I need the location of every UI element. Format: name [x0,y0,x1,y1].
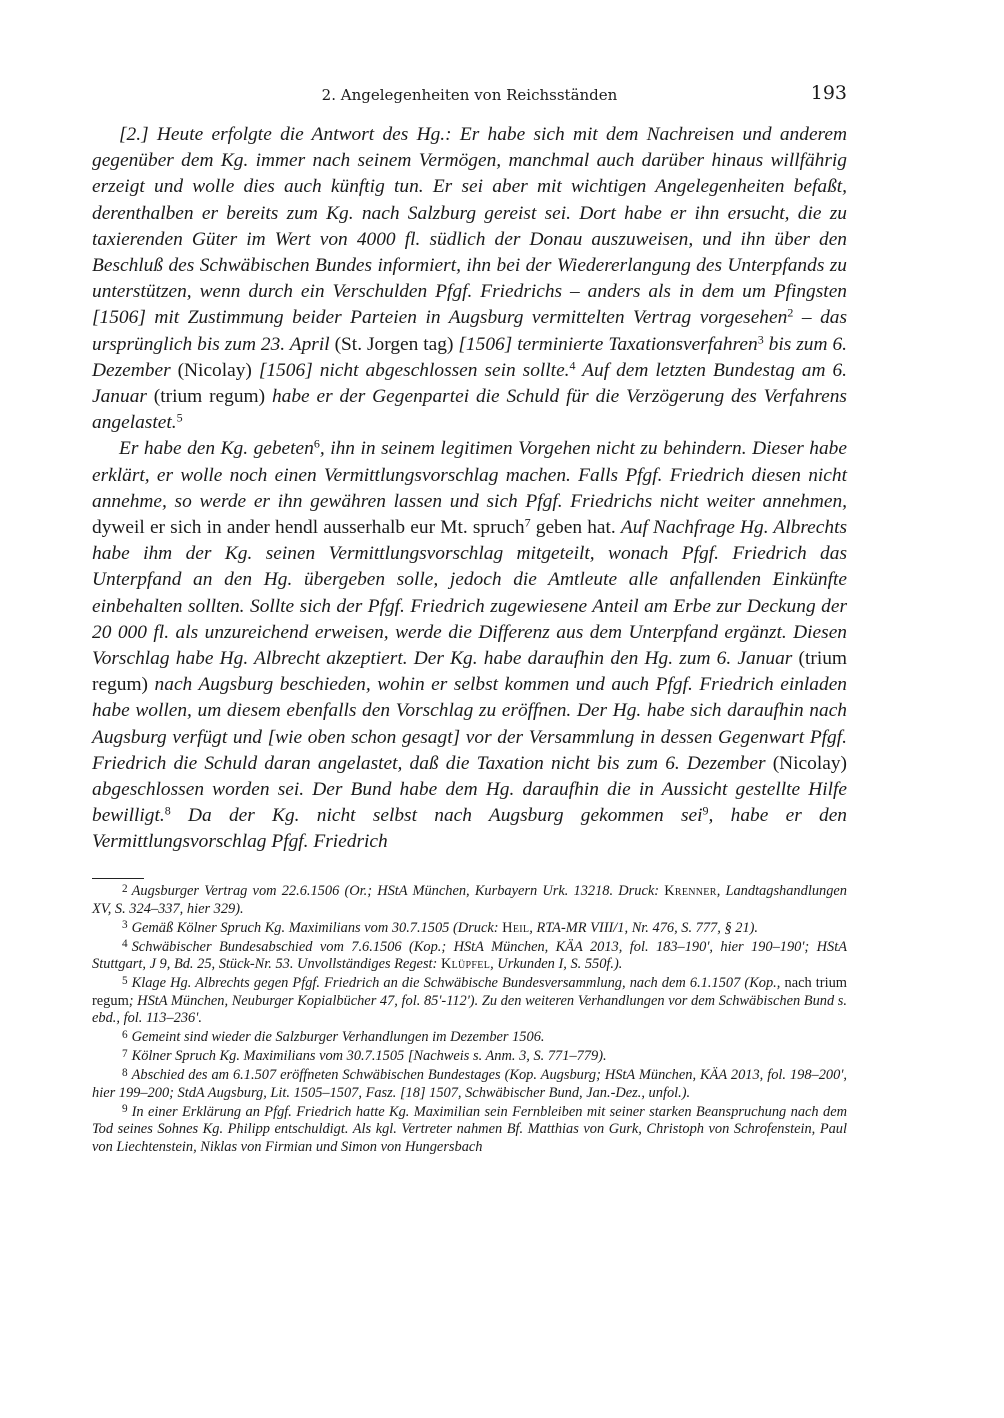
text-run: [1506] nicht abgeschlossen sein sollte. [251,359,570,381]
text-run: Schwäbischer Bundesabschied vom 7.6.1506 (Kop.; HStA München, KÄA 2013, fol. 183–190', hier 190–190'; HStA Stuttgart, J 9, Bd. 25, Stück-Nr. 53. Unvollständiges Regest: [92,938,847,972]
footnote-number: 5 [122,974,128,987]
text-run: ; HStA München, Neuburger Kopialbücher 47, fol. 85'-112'). Zu den weiteren Verhandlungen vor dem Schwäbischen Bund s. ebd., fol. 113–236'. [92,992,847,1026]
footnote-ref: 2 [787,305,794,320]
text-run: geben hat. [530,517,621,539]
text-run: Klüpfel [440,956,491,972]
text-run: nach Augsburg beschieden, wohin er selbst kommen und auch Pfgf. Friedrich einladen habe wollen, um diesem ebenfalls den Vorschlag zu eröffnen. Der Hg. habe sich daraufhin nach Augsburg verfügt und [wie oben schon gesagt] vor der Versammlung in dessen Gegenwart Pfgf. Friedrich die Schuld daran angelastet, daß die Taxation nicht bis zum 6. Dezember [92,674,847,774]
text-run: Da der Kg. nicht selbst nach Augsburg gekommen sei [170,805,703,827]
text-run: [1506] terminierte Taxationsverfahren [453,333,758,355]
text-run: Auf dem letzten Bundestag am 6. Januar [92,359,847,408]
footnote-6 [92,1029,847,1047]
footnote-ref: 8 [164,803,171,818]
text-run: , Landtagshandlungen XV, S. 324–337, hier 329). [92,883,847,917]
text-run: , RTA-MR VIII/1, Nr. 476, S. 777, § 21). [529,919,759,936]
text-run: (trium regum) [153,386,266,408]
footnote-3 [92,920,847,938]
text-run: [2.] Heute erfolgte die Antwort des Hg.: Er habe sich mit dem Nachreisen und anderem gegenüber dem Kg. immer nach seinem Vermögen, manchmal auch darüber hinaus willfährig erzeigt und wolle dies auch künftig tun. Er sei aber mit wichtigen Angelegenheiten befaßt, derenthalben er bereits zum Kg. nach Salzburg gereist sei. Dort habe er ihn ersucht, die zu taxierenden Güter im Wert von 4000 fl. südlich der Donau auszuweisen, und ihn über den Beschluß des Schwäbischen Bundes informiert, ihn bei der Wiedererlangung des Unterpfands zu unterstützen, wenn durch ein Verschulden Pfgf. Friedrichs – anders als in dem um Pfingsten [1506] mit Zustimmung beider Parteien in Augsburg vermittelten Vertrag vorgesehen [92,124,847,329]
footnote-number: 4 [122,938,128,951]
text-run: Klage Hg. Albrechts gegen Pfgf. Friedrich an die Schwäbische Bundesversammlung, nach dem 6.1.1507 (Kop., [131,975,785,991]
text-run: abgeschlossen worden sei. Der Bund habe dem Hg. daraufhin die in Aussicht gestellte Hilfe bewilligt. [92,779,847,827]
text-run: bis zum 6. Dezember [92,333,847,381]
footnote-ref: 7 [524,515,531,530]
footnote-ref: 9 [702,803,709,818]
footnotes [92,883,847,1158]
text-run: , habe er den Vermittlungsvorschlag Pfgf. Friedrich [92,805,847,853]
text-run: Heil [502,919,530,936]
chapter-title: 2. Angelegenheiten von Reichsständen [321,86,618,104]
footnote-separator [92,878,144,879]
paragraph-1 [92,122,847,436]
text-run: (Nicolay) [177,359,252,381]
text-run: Gemäß Kölner Spruch Kg. Maximilians vom 30.7.1505 (Druck: [131,919,503,936]
footnote-ref: 5 [176,410,183,425]
footnote-ref: 3 [757,332,764,347]
footnote-2 [92,883,847,918]
text-run: Gemeint sind wieder die Salzburger Verhandlungen im Dezember 1506. [131,1029,545,1045]
main-text [92,122,847,856]
footnote-9 [92,1104,847,1157]
footnote-number: 6 [122,1028,128,1041]
footnote-4 [92,939,847,974]
text-run: habe er der Gegenpartei die Schuld für die Verzögerung des Verfahrens angelastet. [92,386,847,434]
text-run: Kölner Spruch Kg. Maximilians vom 30.7.1505 [Nachweis s. Anm. 3, S. 771–779). [131,1048,607,1064]
text-run: (trium regum) [92,648,847,696]
footnote-ref: 6 [313,436,320,451]
text-run: Abschied des am 6.1.507 eröffneten Schwäbischen Bundestages (Kop. Augsburg; HStA München, KÄA 2013, fol. 198–200', hier 199–200; StdA Augsburg, Lit. 1505–1507, Fasz. [18] 1507, Schwäbischer Bund, Jan.-Dez., unfol.). [92,1067,847,1101]
text-run: In einer Erklärung an Pfgf. Friedrich hatte Kg. Maximilian sein Fernbleiben mit seiner starken Beanspruchung nach dem Tod seines Sohnes Kg. Philipp entschuldigt. Als kgl. Vertreter nahmen Bf. Matthias von Gurk, Christoph von Schrofenstein, Paul von Liechtenstein, Niklas von Firmian und Simon von Hungersbach [92,1103,847,1155]
footnote-8 [92,1067,847,1102]
footnote-ref: 4 [569,358,576,373]
text-run: , Urkunden I, S. 550f.). [490,956,623,972]
text-run: – das ursprünglich bis zum 23. April [92,307,847,355]
text-run: Auf Nachfrage Hg. Albrechts habe ihm der Kg. seinen Vermittlungsvorschlag mitgeteilt, wonach Pfgf. Friedrich das Unterpfand an den Hg. übergeben solle, jedoch die Amtleute alle anfallenden Einkünfte einbehalten sollten. Sollte sich der Pfgf. Friedrich zugewiesene Anteil am Erbe zur Deckung der 20 000 fl. als unzureichend erweisen, werde die Differenz aus dem Unterpfand ergänzt. Diesen Vorschlag habe Hg. Albrecht akzeptiert. Der Kg. habe daraufhin den Hg. zum 6. Januar [92,517,847,670]
text-run: Krenner [664,883,717,899]
page-number: 193 [810,82,847,104]
text-run: Er habe den Kg. gebeten [119,438,314,460]
footnote-number: 7 [122,1047,128,1060]
text-run: Augsburger Vertrag vom 22.6.1506 (Or.; HStA München, Kurbayern Urk. 13218. Druck: [131,883,665,899]
footnote-5 [92,975,847,1028]
text-run: (St. Jorgen tag) [334,333,454,355]
paragraph-2 [92,436,847,855]
footnote-7 [92,1048,847,1066]
text-run: dyweil er sich in ander hendl ausserhalb eur Mt. spruch [92,517,525,539]
text-run: , ihn in seinem legitimen Vorgehen nicht zu behindern. Dieser habe erklärt, er wolle noch einen Vermittlungsvorschlag machen. Falls Pfgf. Friedrich diesen nicht annehme, so werde er ihn gewähren lassen und sich Pfgf. Friedrichs nicht weiter annehmen, [92,438,847,512]
footnote-number: 3 [122,919,128,932]
footnote-number: 8 [122,1066,128,1079]
text-run: (Nicolay) [772,752,847,774]
text-run: nach trium regum [92,975,847,1009]
footnote-number: 2 [122,882,128,895]
footnote-number: 9 [122,1103,128,1116]
running-head [92,82,847,108]
